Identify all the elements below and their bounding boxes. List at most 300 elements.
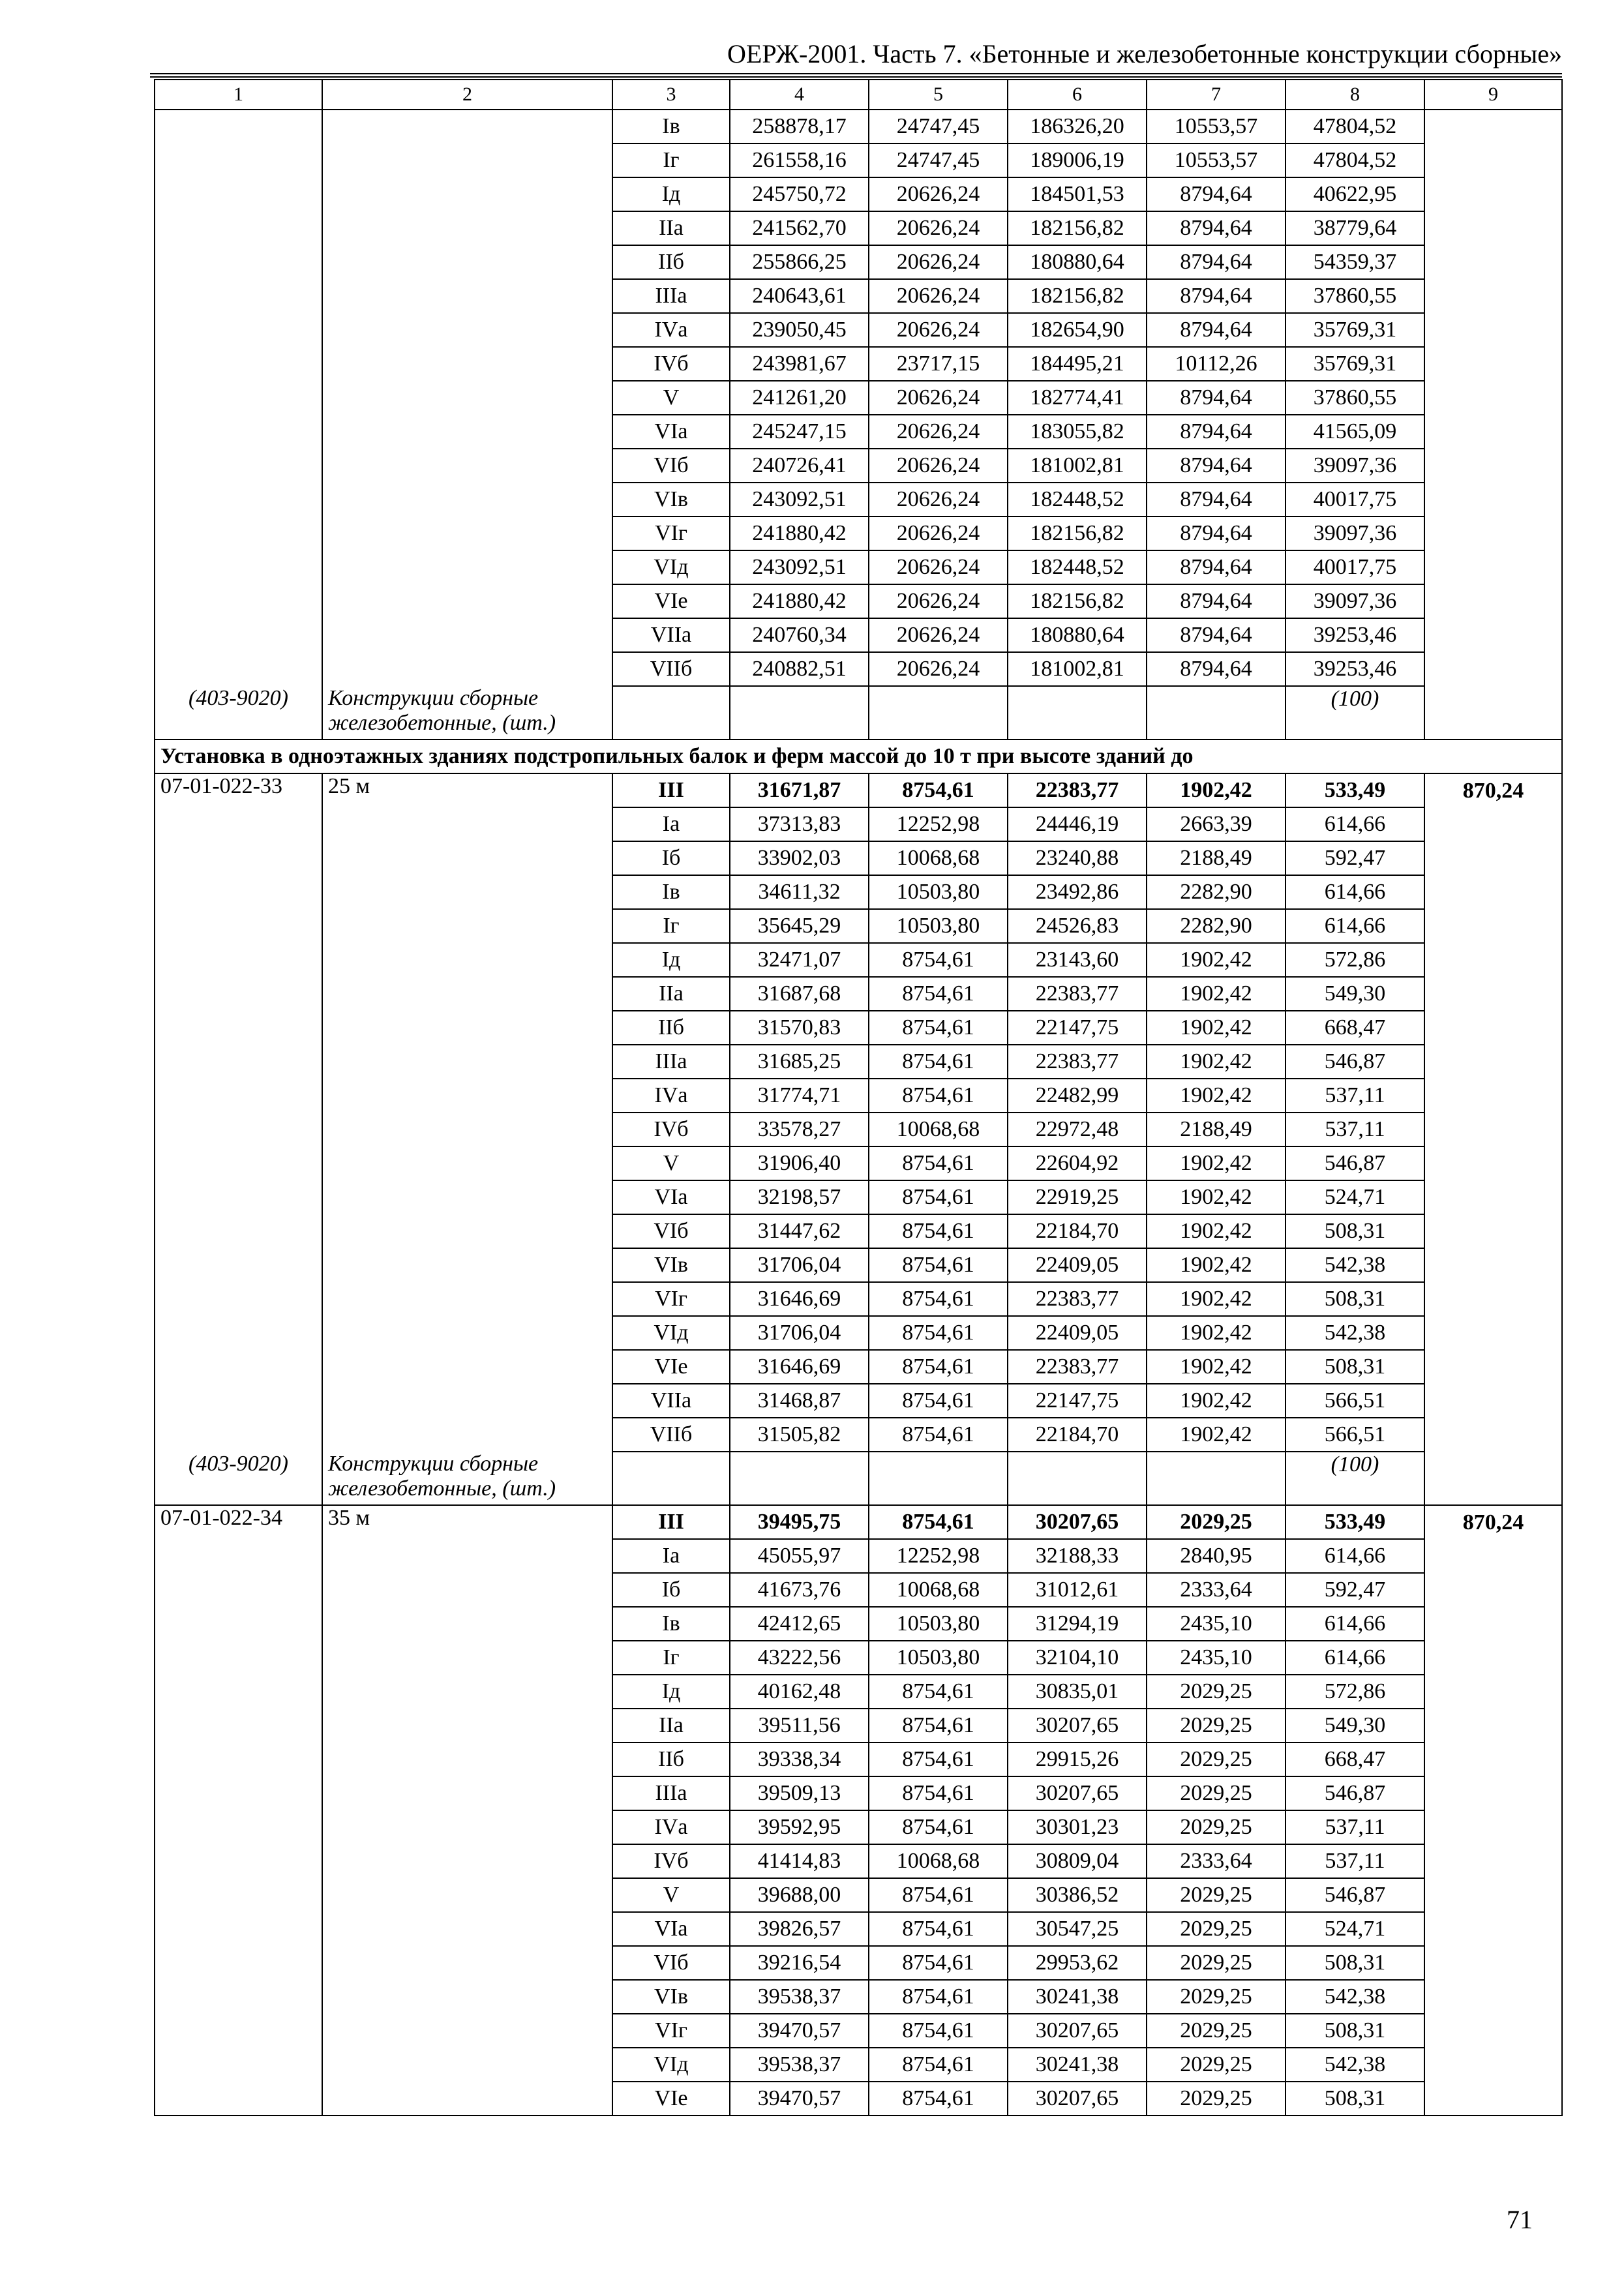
- name-cell: [322, 211, 612, 245]
- section-title: Установка в одноэтажных зданиях подстропильных балок и ферм массой до 10 т при высоте зданий до: [155, 740, 1562, 773]
- name-cell: [322, 1946, 612, 1980]
- value-cell: 20626,24: [869, 381, 1008, 415]
- code-cell: [155, 415, 322, 449]
- code-cell: [155, 652, 322, 686]
- zone-cell: VIг: [612, 516, 730, 550]
- value-cell: 245750,72: [730, 177, 869, 211]
- value-cell: 24446,19: [1008, 807, 1147, 841]
- value-cell: 182774,41: [1008, 381, 1147, 415]
- value-cell: 35645,29: [730, 909, 869, 943]
- value-cell: 20626,24: [869, 550, 1008, 584]
- material-cell: [1424, 1573, 1562, 1607]
- empty-cell: [1424, 686, 1562, 740]
- value-cell: 39097,36: [1286, 584, 1424, 618]
- value-cell: 8754,61: [869, 1675, 1008, 1709]
- value-cell: 23143,60: [1008, 943, 1147, 977]
- value-cell: 20626,24: [869, 483, 1008, 516]
- value-cell: 10068,68: [869, 841, 1008, 875]
- value-cell: 2029,25: [1147, 1776, 1286, 1810]
- table-row: [155, 245, 1562, 279]
- value-cell: 10503,80: [869, 1607, 1008, 1641]
- name-cell: [322, 1180, 612, 1214]
- value-cell: 8754,61: [869, 1709, 1008, 1743]
- code-cell: [155, 1607, 322, 1641]
- value-cell: 668,47: [1286, 1011, 1424, 1045]
- material-cell: [1424, 1079, 1562, 1113]
- value-cell: 542,38: [1286, 1248, 1424, 1282]
- value-cell: 542,38: [1286, 1980, 1424, 2014]
- value-cell: 240882,51: [730, 652, 869, 686]
- zone-cell: VIIб: [612, 1418, 730, 1452]
- code-cell: [155, 1350, 322, 1384]
- value-cell: 31671,87: [730, 773, 869, 807]
- table-row: [155, 313, 1562, 347]
- ref-qty: (100): [1286, 686, 1424, 740]
- name-cell: 35 м: [322, 1505, 612, 1539]
- zone-cell: VIг: [612, 1282, 730, 1316]
- value-cell: 10503,80: [869, 1641, 1008, 1675]
- value-cell: 1902,42: [1147, 1045, 1286, 1079]
- value-cell: 1902,42: [1147, 977, 1286, 1011]
- value-cell: 33578,27: [730, 1113, 869, 1146]
- material-cell: [1424, 618, 1562, 652]
- code-cell: [155, 2048, 322, 2082]
- code-cell: [155, 807, 322, 841]
- material-cell: [1424, 1607, 1562, 1641]
- value-cell: 39253,46: [1286, 618, 1424, 652]
- value-cell: 31294,19: [1008, 1607, 1147, 1641]
- table-row: [155, 841, 1562, 875]
- table-row: [155, 1980, 1562, 2014]
- value-cell: 508,31: [1286, 2014, 1424, 2048]
- table-row: [155, 1573, 1562, 1607]
- value-cell: 20626,24: [869, 516, 1008, 550]
- table-row: [155, 1505, 1562, 1539]
- value-cell: 31706,04: [730, 1316, 869, 1350]
- ref-name: Конструкции сборные железобетонные, (шт.): [322, 686, 612, 740]
- table-row: [155, 1912, 1562, 1946]
- value-cell: 24747,45: [869, 143, 1008, 177]
- value-cell: 30835,01: [1008, 1675, 1147, 1709]
- value-cell: 32198,57: [730, 1180, 869, 1214]
- value-cell: 1902,42: [1147, 1011, 1286, 1045]
- value-cell: 32104,10: [1008, 1641, 1147, 1675]
- zone-cell: IIб: [612, 245, 730, 279]
- value-cell: 22383,77: [1008, 1350, 1147, 1384]
- value-cell: 20626,24: [869, 584, 1008, 618]
- reference-row: [155, 1452, 1562, 1505]
- material-cell: [1424, 1675, 1562, 1709]
- value-cell: 8754,61: [869, 1214, 1008, 1248]
- zone-cell: VIа: [612, 1180, 730, 1214]
- value-cell: 40017,75: [1286, 550, 1424, 584]
- value-cell: 37313,83: [730, 807, 869, 841]
- value-cell: 20626,24: [869, 279, 1008, 313]
- value-cell: 8754,61: [869, 1505, 1008, 1539]
- value-cell: 614,66: [1286, 1607, 1424, 1641]
- value-cell: 8754,61: [869, 1350, 1008, 1384]
- table-row: [155, 415, 1562, 449]
- code-cell: [155, 1946, 322, 1980]
- zone-cell: IIа: [612, 977, 730, 1011]
- column-number: 1: [155, 80, 322, 110]
- value-cell: 1902,42: [1147, 1214, 1286, 1248]
- zone-cell: VIб: [612, 1214, 730, 1248]
- value-cell: 2435,10: [1147, 1607, 1286, 1641]
- value-cell: 240643,61: [730, 279, 869, 313]
- value-cell: 239050,45: [730, 313, 869, 347]
- value-cell: 29953,62: [1008, 1946, 1147, 1980]
- value-cell: 31646,69: [730, 1282, 869, 1316]
- zone-cell: III: [612, 1505, 730, 1539]
- value-cell: 39097,36: [1286, 449, 1424, 483]
- material-cell: [1424, 177, 1562, 211]
- value-cell: 1902,42: [1147, 1350, 1286, 1384]
- value-cell: 508,31: [1286, 1946, 1424, 1980]
- value-cell: 182156,82: [1008, 516, 1147, 550]
- value-cell: 2663,39: [1147, 807, 1286, 841]
- value-cell: 31505,82: [730, 1418, 869, 1452]
- code-cell: [155, 1539, 322, 1573]
- zone-cell: Iд: [612, 943, 730, 977]
- material-cell: [1424, 1113, 1562, 1146]
- value-cell: 37860,55: [1286, 279, 1424, 313]
- value-cell: 32471,07: [730, 943, 869, 977]
- material-cell: [1424, 1011, 1562, 1045]
- value-cell: 549,30: [1286, 1709, 1424, 1743]
- code-cell: [155, 1641, 322, 1675]
- code-cell: [155, 584, 322, 618]
- value-cell: 38779,64: [1286, 211, 1424, 245]
- value-cell: 8754,61: [869, 1180, 1008, 1214]
- column-number: 6: [1008, 80, 1147, 110]
- code-cell: [155, 1776, 322, 1810]
- value-cell: 22184,70: [1008, 1214, 1147, 1248]
- value-cell: 20626,24: [869, 415, 1008, 449]
- value-cell: 22383,77: [1008, 1045, 1147, 1079]
- zone-cell: VIIа: [612, 1384, 730, 1418]
- material-cell: [1424, 1282, 1562, 1316]
- empty-cell: [612, 686, 730, 740]
- value-cell: 22383,77: [1008, 977, 1147, 1011]
- code-cell: [155, 909, 322, 943]
- table-row: [155, 143, 1562, 177]
- value-cell: 8754,61: [869, 1011, 1008, 1045]
- value-cell: 10553,57: [1147, 143, 1286, 177]
- code-cell: [155, 1248, 322, 1282]
- name-cell: [322, 449, 612, 483]
- value-cell: 8794,64: [1147, 211, 1286, 245]
- code-cell: [155, 1011, 322, 1045]
- material-cell: [1424, 516, 1562, 550]
- material-cell: [1424, 245, 1562, 279]
- name-cell: [322, 841, 612, 875]
- table-row: [155, 381, 1562, 415]
- value-cell: 182654,90: [1008, 313, 1147, 347]
- code-cell: [155, 2014, 322, 2048]
- ref-code: (403-9020): [155, 1452, 322, 1505]
- value-cell: 183055,82: [1008, 415, 1147, 449]
- value-cell: 8754,61: [869, 1384, 1008, 1418]
- value-cell: 255866,25: [730, 245, 869, 279]
- zone-cell: Iв: [612, 875, 730, 909]
- table-row: [155, 807, 1562, 841]
- value-cell: 22147,75: [1008, 1384, 1147, 1418]
- value-cell: 1902,42: [1147, 1079, 1286, 1113]
- value-cell: 12252,98: [869, 1539, 1008, 1573]
- value-cell: 524,71: [1286, 1180, 1424, 1214]
- material-cell: [1424, 1743, 1562, 1776]
- code-cell: [155, 1045, 322, 1079]
- value-cell: 37860,55: [1286, 381, 1424, 415]
- name-cell: [322, 2014, 612, 2048]
- code-cell: [155, 279, 322, 313]
- value-cell: 592,47: [1286, 1573, 1424, 1607]
- value-cell: 2029,25: [1147, 1505, 1286, 1539]
- value-cell: 47804,52: [1286, 110, 1424, 143]
- zone-cell: VIб: [612, 1946, 730, 1980]
- value-cell: 243092,51: [730, 483, 869, 516]
- value-cell: 31646,69: [730, 1350, 869, 1384]
- zone-cell: Iа: [612, 1539, 730, 1573]
- value-cell: 31468,87: [730, 1384, 869, 1418]
- material-cell: [1424, 977, 1562, 1011]
- zone-cell: Iб: [612, 841, 730, 875]
- value-cell: 30241,38: [1008, 2048, 1147, 2082]
- value-cell: 245247,15: [730, 415, 869, 449]
- value-cell: 546,87: [1286, 1878, 1424, 1912]
- value-cell: 22409,05: [1008, 1248, 1147, 1282]
- material-cell: [1424, 2082, 1562, 2116]
- material-cell: [1424, 483, 1562, 516]
- material-cell: 870,24: [1424, 773, 1562, 807]
- value-cell: 537,11: [1286, 1810, 1424, 1844]
- material-cell: [1424, 875, 1562, 909]
- value-cell: 614,66: [1286, 1539, 1424, 1573]
- value-cell: 30207,65: [1008, 1776, 1147, 1810]
- column-number-row: [155, 80, 1562, 110]
- name-cell: 25 м: [322, 773, 612, 807]
- value-cell: 31570,83: [730, 1011, 869, 1045]
- zone-cell: VIб: [612, 449, 730, 483]
- table-row: [155, 584, 1562, 618]
- value-cell: 8794,64: [1147, 279, 1286, 313]
- table-row: [155, 1282, 1562, 1316]
- value-cell: 8754,61: [869, 1418, 1008, 1452]
- material-cell: [1424, 1316, 1562, 1350]
- zone-cell: IVа: [612, 1079, 730, 1113]
- name-cell: [322, 550, 612, 584]
- value-cell: 572,86: [1286, 1675, 1424, 1709]
- value-cell: 8794,64: [1147, 177, 1286, 211]
- value-cell: 8794,64: [1147, 449, 1286, 483]
- code-cell: [155, 1743, 322, 1776]
- table-row: [155, 516, 1562, 550]
- value-cell: 8754,61: [869, 1282, 1008, 1316]
- column-number: 3: [612, 80, 730, 110]
- table-row: [155, 943, 1562, 977]
- value-cell: 22409,05: [1008, 1316, 1147, 1350]
- value-cell: 1902,42: [1147, 1384, 1286, 1418]
- zone-cell: IIб: [612, 1011, 730, 1045]
- value-cell: 39511,56: [730, 1709, 869, 1743]
- name-cell: [322, 1980, 612, 2014]
- value-cell: 12252,98: [869, 807, 1008, 841]
- table-row: [155, 1079, 1562, 1113]
- material-cell: [1424, 1180, 1562, 1214]
- value-cell: 10068,68: [869, 1573, 1008, 1607]
- value-cell: 2333,64: [1147, 1573, 1286, 1607]
- name-cell: [322, 2048, 612, 2082]
- zone-cell: IVб: [612, 1844, 730, 1878]
- zone-cell: III: [612, 773, 730, 807]
- value-cell: 24747,45: [869, 110, 1008, 143]
- name-cell: [322, 977, 612, 1011]
- empty-cell: [730, 686, 869, 740]
- value-cell: 566,51: [1286, 1418, 1424, 1452]
- value-cell: 2029,25: [1147, 1675, 1286, 1709]
- value-cell: 243981,67: [730, 347, 869, 381]
- material-cell: [1424, 1248, 1562, 1282]
- value-cell: 8754,61: [869, 1079, 1008, 1113]
- material-cell: [1424, 943, 1562, 977]
- table-row: [155, 652, 1562, 686]
- code-cell: [155, 1675, 322, 1709]
- material-cell: [1424, 347, 1562, 381]
- value-cell: 10112,26: [1147, 347, 1286, 381]
- name-cell: [322, 1384, 612, 1418]
- code-cell: 07-01-022-33: [155, 773, 322, 807]
- value-cell: 8794,64: [1147, 381, 1286, 415]
- value-cell: 2840,95: [1147, 1539, 1286, 1573]
- value-cell: 186326,20: [1008, 110, 1147, 143]
- value-cell: 35769,31: [1286, 347, 1424, 381]
- value-cell: 31012,61: [1008, 1573, 1147, 1607]
- name-cell: [322, 245, 612, 279]
- value-cell: 261558,16: [730, 143, 869, 177]
- value-cell: 23717,15: [869, 347, 1008, 381]
- value-cell: 31447,62: [730, 1214, 869, 1248]
- value-cell: 8754,61: [869, 1146, 1008, 1180]
- value-cell: 549,30: [1286, 977, 1424, 1011]
- value-cell: 8794,64: [1147, 584, 1286, 618]
- value-cell: 2029,25: [1147, 2014, 1286, 2048]
- value-cell: 533,49: [1286, 773, 1424, 807]
- value-cell: 8754,61: [869, 977, 1008, 1011]
- value-cell: 566,51: [1286, 1384, 1424, 1418]
- value-cell: 20626,24: [869, 618, 1008, 652]
- column-number: 5: [869, 80, 1008, 110]
- table-row: [155, 483, 1562, 516]
- table-row: [155, 909, 1562, 943]
- value-cell: 39688,00: [730, 1878, 869, 1912]
- empty-cell: [1008, 1452, 1147, 1505]
- material-cell: [1424, 807, 1562, 841]
- material-cell: [1424, 415, 1562, 449]
- value-cell: 39538,37: [730, 2048, 869, 2082]
- name-cell: [322, 909, 612, 943]
- value-cell: 2029,25: [1147, 1743, 1286, 1776]
- name-cell: [322, 279, 612, 313]
- table-row: [155, 1743, 1562, 1776]
- name-cell: [322, 1350, 612, 1384]
- value-cell: 22383,77: [1008, 773, 1147, 807]
- zone-cell: Iд: [612, 1675, 730, 1709]
- table-row: [155, 875, 1562, 909]
- zone-cell: VIа: [612, 1912, 730, 1946]
- material-cell: [1424, 110, 1562, 143]
- code-cell: [155, 1844, 322, 1878]
- value-cell: 20626,24: [869, 245, 1008, 279]
- code-cell: [155, 1810, 322, 1844]
- table-row: [155, 1384, 1562, 1418]
- value-cell: 8794,64: [1147, 245, 1286, 279]
- table-row: [155, 1146, 1562, 1180]
- code-cell: [155, 449, 322, 483]
- zone-cell: Iв: [612, 110, 730, 143]
- material-cell: [1424, 211, 1562, 245]
- code-cell: [155, 245, 322, 279]
- table-row: [155, 211, 1562, 245]
- code-cell: [155, 841, 322, 875]
- value-cell: 39538,37: [730, 1980, 869, 2014]
- name-cell: [322, 1641, 612, 1675]
- table-row: [155, 177, 1562, 211]
- zone-cell: IIб: [612, 1743, 730, 1776]
- value-cell: 39509,13: [730, 1776, 869, 1810]
- material-cell: [1424, 1045, 1562, 1079]
- name-cell: [322, 1316, 612, 1350]
- value-cell: 22184,70: [1008, 1418, 1147, 1452]
- zone-cell: IIа: [612, 1709, 730, 1743]
- name-cell: [322, 875, 612, 909]
- table-row: [155, 1418, 1562, 1452]
- empty-cell: [1424, 1452, 1562, 1505]
- value-cell: 41673,76: [730, 1573, 869, 1607]
- value-cell: 1902,42: [1147, 943, 1286, 977]
- name-cell: [322, 943, 612, 977]
- value-cell: 8754,61: [869, 1878, 1008, 1912]
- value-cell: 39097,36: [1286, 516, 1424, 550]
- material-cell: [1424, 1878, 1562, 1912]
- value-cell: 1902,42: [1147, 1180, 1286, 1214]
- value-cell: 8754,61: [869, 1776, 1008, 1810]
- value-cell: 10553,57: [1147, 110, 1286, 143]
- value-cell: 22604,92: [1008, 1146, 1147, 1180]
- value-cell: 8754,61: [869, 773, 1008, 807]
- column-number: 9: [1424, 80, 1562, 110]
- table-row: [155, 110, 1562, 143]
- name-cell: [322, 807, 612, 841]
- value-cell: 8754,61: [869, 1980, 1008, 2014]
- zone-cell: IIIа: [612, 1045, 730, 1079]
- value-cell: 8754,61: [869, 1743, 1008, 1776]
- empty-cell: [730, 1452, 869, 1505]
- zone-cell: VIд: [612, 1316, 730, 1350]
- value-cell: 614,66: [1286, 909, 1424, 943]
- value-cell: 2029,25: [1147, 1810, 1286, 1844]
- value-cell: 30241,38: [1008, 1980, 1147, 2014]
- material-cell: [1424, 1844, 1562, 1878]
- value-cell: 39253,46: [1286, 652, 1424, 686]
- material-cell: [1424, 1350, 1562, 1384]
- material-cell: [1424, 143, 1562, 177]
- table-row: [155, 1316, 1562, 1350]
- value-cell: 508,31: [1286, 1350, 1424, 1384]
- material-cell: [1424, 313, 1562, 347]
- value-cell: 241562,70: [730, 211, 869, 245]
- value-cell: 8754,61: [869, 2014, 1008, 2048]
